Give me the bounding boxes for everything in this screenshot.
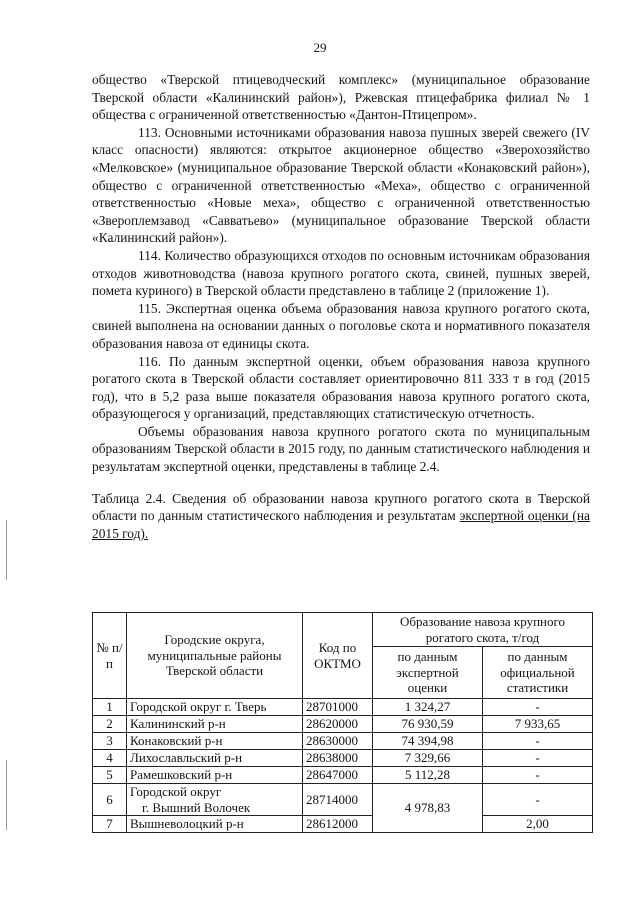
table-row xyxy=(93,767,593,784)
cell-expert: 5 112,28 xyxy=(373,767,483,784)
cell-num: 6 xyxy=(93,784,127,816)
table-row xyxy=(93,784,593,816)
table-row xyxy=(93,816,593,833)
table-header-row xyxy=(93,613,593,647)
header-code: Код по ОКТМО xyxy=(303,613,373,699)
cell-expert: 74 394,98 xyxy=(373,733,483,750)
header-name: Городские округа, муниципальные районы Тверской области xyxy=(127,613,303,699)
cell-num: 3 xyxy=(93,733,127,750)
table-row xyxy=(93,733,593,750)
cell-name xyxy=(127,784,303,816)
cell-expert: 76 930,59 xyxy=(373,716,483,733)
cell-expert: 1 324,27 xyxy=(373,699,483,716)
spacer xyxy=(92,476,590,490)
paragraph-116: 116. По данным экспертной оценки, объем образования навоза крупного рогатого скота в Тверской области составляет ориентировочно 811 333 т в год (2015 год), что в 5,2 раза выше показателя образования навоза крупного рогатого скота, образующегося у организаций, представляющих статистическую отчетность. xyxy=(92,353,590,422)
header-num: № п/п xyxy=(93,613,127,699)
cell-official: - xyxy=(483,767,593,784)
table-row xyxy=(93,699,593,716)
table-row xyxy=(93,750,593,767)
cell-code: 28612000 xyxy=(303,816,373,833)
cell-num: 2 xyxy=(93,716,127,733)
cell-official: 7 933,65 xyxy=(483,716,593,733)
scan-edge-mark xyxy=(6,520,7,580)
paragraph: общество «Тверской птицеводческий комплекс» (муниципальное образование Тверской области «Калининский район»), Ржевская птицефабрика филиал № 1 общества с ограниченной ответственностью «Дантон-Птицепром». xyxy=(92,72,590,123)
paragraph-114: 114. Количество образующихся отходов по основным источникам образования отходов животноводства (навоза крупного рогатого скота, свиней, пушных зверей, помета куриного) в Тверской области представлено в таблице 2 (приложение 1). xyxy=(92,247,590,299)
table-row xyxy=(93,716,593,733)
header-group: Образование навоза крупного рогатого скота, т/год xyxy=(373,613,593,647)
document-body xyxy=(92,71,590,542)
cell-num: 1 xyxy=(93,699,127,716)
cell-code: 28647000 xyxy=(303,767,373,784)
cell-name: Вышневолоцкий р-н xyxy=(127,816,303,833)
paragraph-113: 113. Основными источниками образования навоза пушных зверей свежего (IV класс опасности) являются: открытое акционерное общество «Зверохозяйство «Мелковское» (муниципальное образование Тверской области «Конаковский район»), общество с ограниченной ответственностью «Меха», общество с ограниченной ответственностью «Новые меха», общество с ограниченной ответственностью «Звероплемзавод «Савватьево» (муниципальное образование Тверской области «Калининский район»). xyxy=(92,124,590,246)
paragraph-115: 115. Экспертная оценка объема образования навоза крупного рогатого скота, свиней выполнена на основании данных о поголовье скота и нормативного показателя образования навоза от единицы скота. xyxy=(92,300,590,351)
cell-code: 28630000 xyxy=(303,733,373,750)
cell-name: Лихославльский р-н xyxy=(127,750,303,767)
cell-num: 7 xyxy=(93,816,127,833)
header-official: по данным официальной статистики xyxy=(483,647,593,699)
cell-official: - xyxy=(483,784,593,816)
cell-code: 28620000 xyxy=(303,716,373,733)
cell-name: Конаковский р-н xyxy=(127,733,303,750)
cell-name: Рамешковский р-н xyxy=(127,767,303,784)
table-caption-main: Таблица 2.4. Сведения об образовании навоза крупного рогатого скота в Тверской области по данным статистического наблюдения и результатам xyxy=(92,490,590,524)
table-caption-end: экспертной оценки (на 2015 год). xyxy=(92,508,590,541)
cell-official: - xyxy=(483,733,593,750)
cell-code: 28714000 xyxy=(303,784,373,816)
cell-num: 4 xyxy=(93,750,127,767)
cell-num: 5 xyxy=(93,767,127,784)
cell-name: Городской округ г. Тверь xyxy=(127,699,303,716)
page-number: 29 xyxy=(313,40,327,55)
cell-expert-merged: 4 978,83 xyxy=(373,784,483,833)
cell-code: 28638000 xyxy=(303,750,373,767)
table-caption xyxy=(92,490,590,543)
cell-official: 2,00 xyxy=(483,816,593,833)
cell-code: 28701000 xyxy=(303,699,373,716)
paragraph-summary: Объемы образования навоза крупного рогатого скота по муниципальным образованиям Тверской области в 2015 году, по данным статистического наблюдения и результатам экспертной оценки, представлены в таблице 2.4. xyxy=(92,423,590,475)
manure-table xyxy=(92,612,593,833)
header-expert: по данным экспертной оценки xyxy=(373,647,483,699)
scan-edge-mark xyxy=(6,760,7,830)
cell-official: - xyxy=(483,699,593,716)
cell-official: - xyxy=(483,750,593,767)
cell-name-line1: Городской округ xyxy=(130,784,222,799)
cell-expert: 7 329,66 xyxy=(373,750,483,767)
cell-name: Калининский р-н xyxy=(127,716,303,733)
cell-name-line2: г. Вышний Волочек xyxy=(142,799,251,815)
